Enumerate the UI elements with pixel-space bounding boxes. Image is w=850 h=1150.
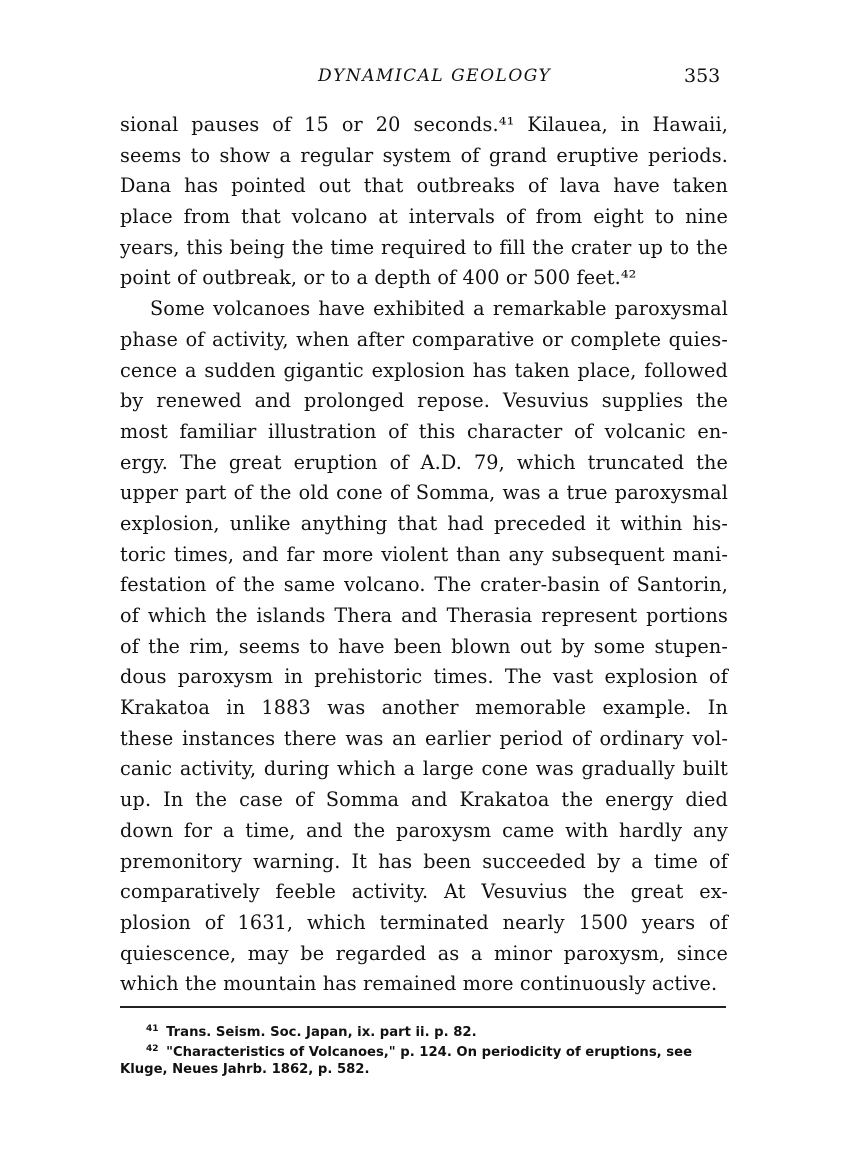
text-line: quiescence, may be regarded as a minor paroxysm, since [120,941,728,965]
text-line: cence a sudden gigantic explosion has taken place, followed [120,358,728,382]
text-line: these instances there was an earlier period of ordinary vol- [120,726,728,750]
text-line: down for a time, and the paroxysm came with hardly any [120,818,728,842]
text-line: phase of activity, when after comparative or complete quies- [120,327,728,351]
text-line: explosion, unlike anything that had preceded it within his- [120,511,728,535]
text-line: by renewed and prolonged repose. Vesuvius supplies the [120,389,728,413]
footnote-42 [120,1041,726,1061]
text-line: up. In the case of Somma and Krakatoa the energy died [120,788,728,812]
text-line: Dana has pointed out that outbreaks of lava have taken [120,174,728,198]
text-line: dous paroxysm in prehistoric times. The vast explosion of [120,665,728,689]
text-line: sional pauses of 15 or 20 seconds.⁴¹ Kilauea, in Hawaii, [120,113,728,136]
text-line: of which the islands Thera and Therasia represent portions [120,604,728,627]
footnote-marker: 41 [146,1024,159,1034]
body-text [120,110,728,1000]
text-line: point of outbreak, or to a depth of 400 or 500 feet.⁴² [120,266,637,290]
text-line: most familiar illustration of this character of volcanic en- [120,419,728,443]
text-line: ergy. The great eruption of A.D. 79, which truncated the [120,450,728,474]
text-line: plosion of 1631, which terminated nearly 1500 years of [120,910,728,934]
footnote-text: Trans. Seism. Soc. Japan, ix. part ii. p. 82. [166,1025,477,1040]
text-line: premonitory warning. It has been succeeded by a time of [120,849,728,873]
footnote-marker: 42 [146,1044,159,1054]
text-line: festation of the same volcano. The crater-basin of Santorin, [120,573,728,597]
running-head [0,63,850,89]
footnote-41 [120,1021,726,1041]
text-line: place from that volcano at intervals of from eight to nine [120,205,728,229]
footnote-42-continuation: Kluge, Neues Jahrb. 1862, p. 582. [120,1062,370,1077]
running-title: DYNAMICAL GEOLOGY [318,66,552,86]
text-line: upper part of the old cone of Somma, was a true paroxysmal [120,481,728,505]
text-line: Krakatoa in 1883 was another memorable example. In [120,696,728,720]
text-line: of the rim, seems to have been blown out by some stupen- [120,634,728,658]
footnote-separator [120,1006,726,1008]
text-line: years, this being the time required to fill the crater up to the [120,235,728,259]
text-line: comparatively feeble activity. At Vesuvius the great ex- [120,880,728,904]
text-line: canic activity, during which a large cone was gradually built [120,757,728,781]
text-line: which the mountain has remained more continuously active. [120,972,718,996]
footnotes [120,1021,726,1078]
paragraph-start-line: Some volcanoes have exhibited a remarkable paroxysmal [150,297,728,321]
text-line: seems to show a regular system of grand eruptive periods. [120,143,728,167]
page-number: 353 [684,65,721,87]
text-line: toric times, and far more violent than any subsequent mani- [120,542,728,566]
footnote-text: "Characteristics of Volcanoes," p. 124. On periodicity of eruptions, see [166,1045,693,1060]
